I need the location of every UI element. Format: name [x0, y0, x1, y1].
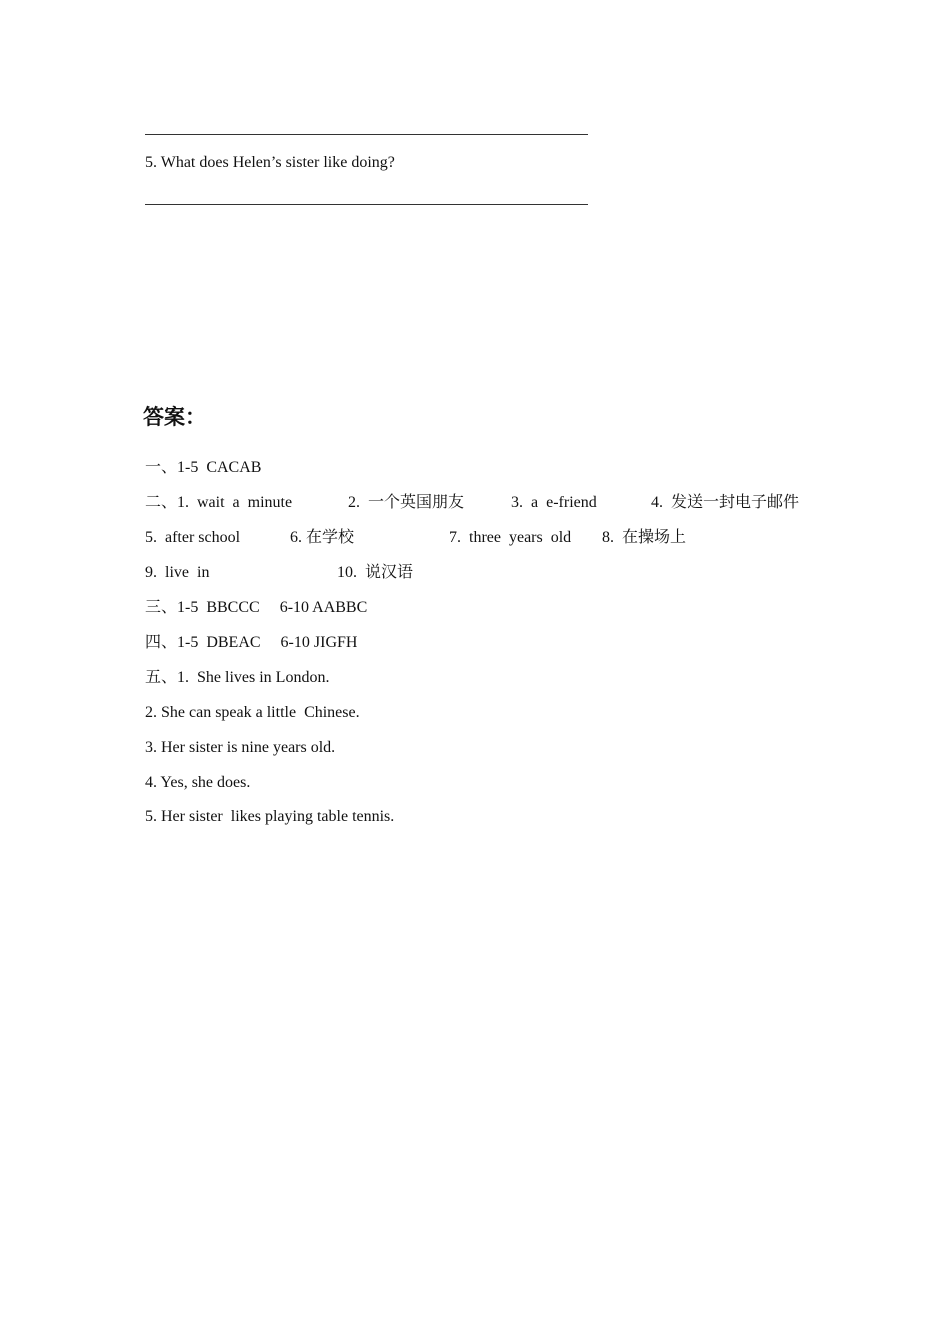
answer-2-item-1: 二、1. wait a minute — [145, 494, 293, 511]
answer-2-item-6: 6. 在学校 — [290, 529, 355, 546]
answer-section-5-line-4: 4. Yes, she does. — [145, 774, 251, 791]
answer-section-5-line-5: 5. Her sister likes playing table tennis. — [145, 808, 395, 825]
answer-2-item-9: 9. live in — [145, 564, 210, 581]
answer-2-item-3: 3. a e-friend — [511, 494, 597, 511]
answer-section-1: 一、1-5 CACAB — [145, 459, 262, 476]
answer-section-3: 三、1-5 BBCCC 6-10 AABBC — [145, 599, 368, 616]
answer-2-item-10: 10. 说汉语 — [337, 564, 414, 581]
answer-section-4: 四、1-5 DBEAC 6-10 JIGFH — [145, 634, 358, 651]
answer-section-5-line-1: 五、1. She lives in London. — [145, 669, 330, 686]
answer-line-q5 — [145, 204, 588, 205]
answer-2-item-8: 8. 在操场上 — [602, 529, 687, 546]
answer-2-item-5: 5. after school — [145, 529, 241, 546]
answer-section-5-line-3: 3. Her sister is nine years old. — [145, 739, 336, 756]
answers-heading: 答案： — [143, 405, 206, 429]
answer-2-item-4: 4. 发送一封电子邮件 — [651, 494, 800, 511]
question-5-text: 5. What does Helen’s sister like doing? — [145, 154, 395, 171]
answer-line-q4 — [145, 134, 588, 135]
answer-2-item-7: 7. three years old — [449, 529, 572, 546]
answer-section-5-line-2: 2. She can speak a little Chinese. — [145, 704, 360, 721]
answer-2-item-2: 2. 一个英国朋友 — [348, 494, 465, 511]
